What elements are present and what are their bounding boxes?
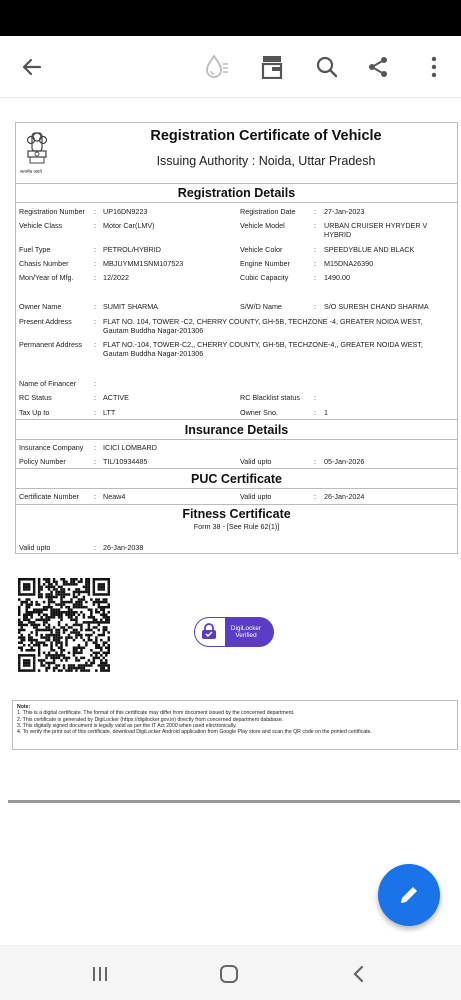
cc-label: Cubic Capacity	[240, 273, 289, 282]
reg-number-value: UP16DN9223	[103, 207, 148, 216]
emblem-caption: सत्यमेव जयते	[20, 169, 42, 174]
page-layout-button[interactable]	[257, 52, 287, 82]
permanent-address-label: Permanent Address	[19, 340, 83, 349]
digilocker-logo-icon	[195, 618, 223, 646]
pencil-icon	[397, 883, 421, 907]
vehicle-model-label: Vehicle Model	[240, 221, 285, 230]
rc-document-table	[15, 122, 458, 554]
colon: :	[94, 245, 96, 254]
colon: :	[94, 317, 96, 326]
colon: :	[314, 408, 316, 417]
vehicle-model-value-line2: HYBRID	[324, 230, 352, 239]
fitness-valid-label: Valid upto	[19, 543, 51, 552]
insurance-valid-label: Valid upto	[240, 457, 272, 466]
registration-details-heading: Registration Details	[177, 186, 296, 200]
swd-value: S/O SURESH CHAND SHARMA	[324, 302, 429, 311]
colon: :	[314, 221, 316, 230]
colon: :	[314, 393, 316, 402]
divider	[16, 183, 457, 184]
divider	[16, 439, 457, 440]
fitness-form-text: Form 38 - [See Rule 62(1)]	[193, 522, 280, 531]
watermark-button[interactable]	[202, 52, 232, 82]
colon: :	[94, 273, 96, 282]
colon: :	[314, 259, 316, 268]
puc-heading: PUC Certificate	[191, 472, 282, 486]
fitness-heading: Fitness Certificate	[182, 507, 291, 521]
puc-valid-value: 26-Jan-2024	[324, 492, 365, 501]
note-item: 3. This digitally signed document is legally valid as per the IT Act 2000 when used electronically.	[17, 722, 237, 729]
engine-value: M15DNA26390	[324, 259, 374, 268]
owner-sno-label: Owner Sno.	[240, 408, 278, 417]
permanent-address-value: FLAT NO.-104, TOWER-C2,, CHERRY COUNTY, GH-5B, TECHZONE-4,, GREATER NOIDA WEST,	[103, 340, 423, 349]
vehicle-model-value: URBAN CRUISER HYRYDER V	[324, 221, 428, 230]
search-button[interactable]	[312, 52, 342, 82]
chevron-left-icon	[350, 964, 366, 984]
insurance-details-heading: Insurance Details	[184, 423, 289, 437]
colon: :	[94, 259, 96, 268]
colon: :	[94, 302, 96, 311]
badge-line1: DigiLocker	[230, 624, 262, 632]
page-edge	[8, 800, 460, 803]
colon: :	[314, 302, 316, 311]
divider	[16, 468, 457, 469]
vehicle-color-label: Vehicle Color	[240, 245, 283, 254]
badge-line2: Verified	[235, 632, 257, 639]
divider	[16, 504, 457, 505]
owner-label: Owner Name	[19, 302, 62, 311]
colon: :	[314, 492, 316, 501]
permanent-address-value-line2: Gautam Buddha Nagar-201306	[103, 349, 204, 358]
qr-code	[18, 578, 110, 672]
note-item: 1. This is a digital certificate. The format of this certificate may differ from document issued by the concerned department.	[17, 710, 295, 717]
colon: :	[94, 393, 96, 402]
owner-sno-value: 1	[324, 408, 328, 417]
more-vertical-icon	[430, 55, 438, 79]
colon: :	[314, 273, 316, 282]
cc-value: 1490.00	[324, 273, 350, 282]
note-item: 4. To verify the print out of this certificate, download DigiLocker Android application from Google Play store and scan the QR code on the printed certificate.	[17, 729, 372, 736]
fuel-type-label: Fuel Type	[19, 245, 51, 254]
mfg-value: 12/2022	[103, 273, 129, 282]
colon: :	[94, 207, 96, 216]
owner-value: SUMIT SHARMA	[103, 302, 158, 311]
policy-number-label: Policy Number	[19, 457, 66, 466]
reg-date-value: 27-Jan-2023	[324, 207, 365, 216]
recents-button[interactable]	[86, 960, 114, 988]
tax-value: LTT	[103, 408, 116, 417]
financer-label: Name of Financer	[19, 379, 77, 388]
tax-label: Tax Up to	[19, 408, 50, 417]
present-address-label: Present Address	[19, 317, 72, 326]
rc-status-value: ACTIVE	[103, 393, 129, 402]
watermark-drop-icon	[203, 54, 231, 80]
present-address-value: FLAT NO. 104, TOWER -C2, CHERRY COUNTY, GH-5B, TECHZONE -4, GREATER NOIDA WEST,	[103, 317, 423, 326]
fitness-valid-value: 26-Jan-2038	[103, 543, 144, 552]
share-button[interactable]	[363, 52, 393, 82]
colon: :	[94, 443, 96, 452]
colon: :	[94, 457, 96, 466]
insurance-valid-value: 05-Jan-2026	[324, 457, 365, 466]
home-button[interactable]	[215, 960, 243, 988]
edit-fab-button[interactable]	[378, 864, 440, 926]
arrow-left-icon	[20, 55, 44, 79]
divider	[16, 488, 457, 489]
chassis-label: Chasis Number	[19, 259, 69, 268]
note-box	[12, 700, 458, 750]
fuel-type-value: PETROL/HYBRID	[103, 245, 161, 254]
home-icon	[218, 963, 240, 985]
share-icon	[366, 55, 390, 79]
colon: :	[94, 408, 96, 417]
app-toolbar	[0, 36, 461, 98]
reg-date-label: Registration Date	[240, 207, 296, 216]
system-back-button[interactable]	[344, 960, 372, 988]
puc-valid-label: Valid upto	[240, 492, 272, 501]
status-bar	[0, 0, 461, 36]
document-layout-icon	[261, 55, 283, 79]
puc-cert-label: Certificate Number	[19, 492, 79, 501]
colon: :	[314, 207, 316, 216]
vehicle-class-label: Vehicle Class	[19, 221, 63, 230]
divider	[16, 419, 457, 420]
colon: :	[314, 457, 316, 466]
back-button[interactable]	[17, 52, 47, 82]
vehicle-color-value: SPEEDYBLUE AND BLACK	[324, 245, 415, 254]
insurance-company-label: Insurance Company	[19, 443, 84, 452]
puc-cert-value: Neaw4	[103, 492, 126, 501]
divider	[16, 202, 457, 203]
rc-status-label: RC Status	[19, 393, 52, 402]
colon: :	[94, 379, 96, 388]
chassis-value: MBJUYMM1SNM107523	[103, 259, 184, 268]
colon: :	[94, 543, 96, 552]
policy-number-value: TIL/10934485	[103, 457, 148, 466]
system-nav-bar	[0, 945, 461, 1000]
issuing-authority: Issuing Authority : Noida, Uttar Pradesh	[156, 154, 376, 168]
blacklist-label: RC Blacklist status	[240, 393, 300, 402]
insurance-company-value: ICICI LOMBARD	[103, 443, 157, 452]
digilocker-verified-badge	[194, 617, 274, 647]
reg-number-label: Registration Number	[19, 207, 85, 216]
certificate-title: Registration Certificate of Vehicle	[150, 128, 382, 144]
recents-icon	[90, 965, 110, 983]
colon: :	[94, 340, 96, 349]
present-address-value-line2: Gautam Buddha Nagar-201306	[103, 326, 204, 335]
search-icon	[315, 55, 339, 79]
colon: :	[94, 221, 96, 230]
swd-label: S/W/D Name	[240, 302, 282, 311]
vehicle-class-value: Motor Car(LMV)	[103, 221, 155, 230]
mfg-label: Mon/Year of Mfg.	[19, 273, 74, 282]
note-item: 2. This certificate is generated by DigiLocker (https://digilocker.gov.in) directly from concerned department database.	[17, 716, 284, 723]
more-options-button[interactable]	[419, 52, 449, 82]
engine-label: Engine Number	[240, 259, 290, 268]
note-title: Note:	[17, 704, 31, 710]
colon: :	[94, 492, 96, 501]
colon: :	[314, 245, 316, 254]
